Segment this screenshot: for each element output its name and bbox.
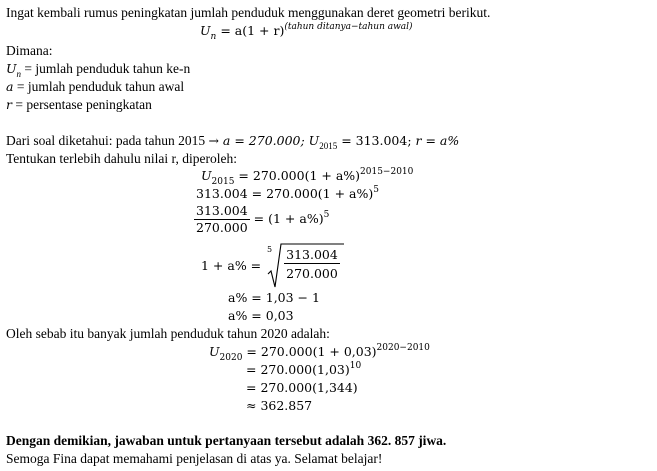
definition-r — [6, 96, 152, 113]
def-symbol: U — [6, 61, 17, 76]
fraction-numerator: 313.004 — [196, 203, 248, 218]
def-text: = jumlah penduduk tahun ke-n — [21, 61, 191, 76]
def-symbol-sub: n — [16, 69, 22, 79]
formula-exponent: (tahun ditanya−tahun awal) — [284, 22, 413, 32]
step-text: = 270.000(1,03) — [246, 362, 350, 377]
given-u-rest: = 313.004; — [337, 133, 416, 148]
def-symbol: a — [6, 79, 14, 94]
step-u-1 — [209, 343, 430, 363]
step-r-1 — [201, 167, 413, 187]
fraction-denominator: 270.000 — [196, 220, 248, 235]
step-r-5: a% = 1,03 − 1 — [228, 290, 320, 305]
main-formula — [200, 22, 413, 42]
step-u-2 — [246, 361, 361, 381]
step-exponent: 5 — [323, 210, 330, 220]
given-u: U — [308, 133, 320, 148]
step-rhs: = 270.000(1 + a%) — [234, 168, 361, 183]
formula-rhs: = a(1 + r) — [220, 23, 285, 38]
step-u-sub: 2015 — [211, 177, 235, 187]
step-u-symbol: U — [209, 344, 220, 359]
given-line — [6, 132, 459, 151]
step-r-4-lhs: 1 + a% = — [201, 258, 262, 273]
def-symbol: r — [6, 97, 12, 112]
given-u-sub: 2015 — [319, 141, 338, 151]
step-u-4: ≈ 362.857 — [246, 398, 313, 413]
intro-text: Ingat kembali rumus peningkatan jumlah penduduk menggunakan deret geometri berikut. — [6, 5, 491, 20]
step-exponent: 2020−2010 — [376, 343, 430, 353]
closing-text: Semoga Fina dapat memahami penjelasan di atas ya. Selamat belajar! — [6, 451, 383, 466]
conclusion-text: Dengan demikian, jawaban untuk pertanyaan tersebut adalah 362. 857 jiwa. — [6, 433, 447, 448]
step-rhs: = (1 + a%) — [249, 211, 324, 226]
radical-index: 5 — [267, 245, 273, 254]
step-exponent: 2015−2010 — [360, 167, 414, 177]
fraction — [194, 203, 250, 236]
given-r: r = a% — [415, 133, 460, 148]
step-exponent: 10 — [349, 361, 362, 371]
definition-un — [6, 60, 190, 79]
step-r-6: a% = 0,03 — [228, 308, 294, 323]
radical — [266, 240, 346, 292]
formula-lhs: U — [200, 23, 211, 38]
dimana-label: Dimana: — [6, 43, 53, 58]
given-text: Dari soal diketahui: pada tahun 2015 — [6, 133, 209, 148]
step-u-sub: 2020 — [219, 353, 243, 363]
step-u-3: = 270.000(1,344) — [246, 380, 358, 395]
step-text: 313.004 = 270.000(1 + a%) — [196, 186, 374, 201]
step-rhs: = 270.000(1 + 0,03) — [242, 344, 377, 359]
find-r-text: Tentukan terlebih dahulu nilai r, diperoleh: — [6, 151, 237, 166]
step-u-symbol: U — [201, 168, 212, 183]
step-r-2 — [196, 185, 379, 205]
then-text: Oleh sebab itu banyak jumlah penduduk tahun 2020 adalah: — [6, 326, 330, 341]
def-text: = jumlah penduduk tahun awal — [13, 79, 185, 94]
definition-a — [6, 78, 184, 95]
step-exponent: 5 — [373, 185, 379, 195]
given-a: a = 270.000; — [218, 133, 309, 148]
radical-denominator: 270.000 — [286, 266, 338, 281]
formula-lhs-sub: n — [210, 32, 217, 42]
def-text: = persentase peningkatan — [11, 97, 152, 112]
radical-numerator: 313.004 — [284, 246, 340, 264]
step-r-3 — [194, 203, 329, 236]
arrow-icon: → — [208, 133, 219, 148]
